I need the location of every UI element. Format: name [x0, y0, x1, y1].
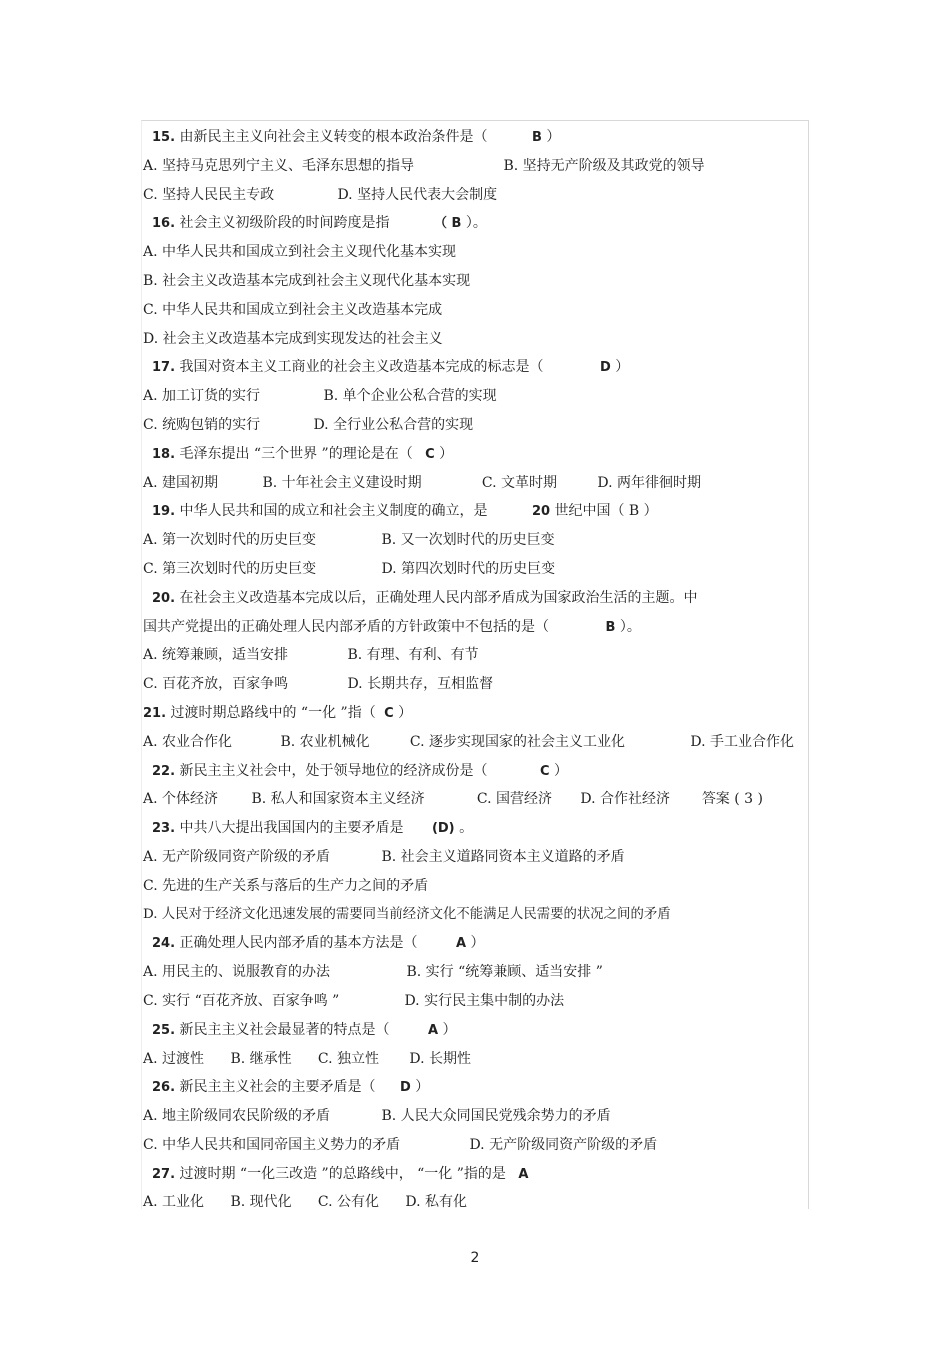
question-number: 16. — [152, 216, 176, 232]
option-b: B. 单个企业公私合营的实现 — [323, 388, 497, 405]
question-24 — [143, 929, 803, 958]
option-row — [143, 1188, 803, 1217]
question-number: 18. — [152, 446, 176, 462]
option-row — [143, 958, 803, 987]
option-c: C. 百花齐放，百家争鸣 — [143, 676, 289, 693]
question-number: 19. — [152, 504, 176, 520]
option-a: A. 无产阶级同资产阶级的矛盾 — [143, 848, 331, 865]
answer: 20 — [531, 504, 551, 520]
option-d: D. 无产阶级同资产阶级的矛盾 — [469, 1136, 658, 1153]
option-d: D. 两年徘徊时期 — [597, 474, 701, 491]
option-row — [143, 641, 803, 670]
answer: C — [425, 446, 435, 462]
option-row — [143, 555, 803, 584]
answer: A — [518, 1166, 529, 1182]
option-d: D. 人民对于经济文化迅速发展的需要同当前经济文化不能满足人民需要的状况之间的矛盾 — [143, 906, 671, 922]
option-row — [143, 728, 803, 757]
question-text: 我国对资本主义工商业的社会主义改造基本完成的标志是（ — [179, 359, 544, 376]
option-a: A. 建国初期 — [143, 474, 219, 491]
option-row — [143, 382, 803, 411]
option-row — [143, 1045, 803, 1074]
option-d: D. 合作社经济 — [580, 791, 670, 808]
question-20-continued — [143, 613, 803, 642]
option-b: B. 现代化 — [230, 1194, 292, 1211]
option-b: B. 私人和国家资本主义经济 — [251, 791, 425, 808]
question-tail: 。 — [459, 820, 474, 837]
question-text: 中华人民共和国的成立和社会主义制度的确立，是 — [179, 503, 488, 520]
answer: A — [427, 1022, 438, 1038]
option-row — [143, 411, 803, 440]
question-text: 正确处理人民内部矛盾的基本方法是（ — [179, 935, 418, 952]
option-b: B. 人民大众同国民党残余势力的矛盾 — [381, 1108, 611, 1125]
question-tail: ） — [398, 704, 413, 721]
option-b: B. 农业机械化 — [280, 733, 370, 750]
option-row — [143, 843, 803, 872]
question-23 — [143, 814, 803, 843]
question-tail: 世纪中国（ B ） — [554, 503, 658, 520]
question-22 — [143, 757, 803, 786]
answer-note: 答案 ( 3 ) — [701, 791, 763, 808]
option-row — [143, 152, 803, 181]
option-b: B. 社会主义道路同资本主义道路的矛盾 — [381, 848, 625, 865]
question-number: 21. — [143, 705, 167, 721]
option-b: B. 实行 “统筹兼顾、适当安排 ” — [406, 964, 603, 981]
answer: C — [384, 705, 394, 721]
option-d: D. 私有化 — [405, 1194, 467, 1211]
option-a: A. 工业化 — [143, 1194, 205, 1211]
option-a: A. 用民主的、说服教育的办法 — [143, 964, 331, 981]
answer: A — [455, 936, 466, 952]
option-row — [143, 181, 803, 210]
option-a: A. 第一次划时代的历史巨变 — [143, 532, 317, 549]
question-tail: ） — [439, 445, 454, 462]
option-b: B. 社会主义改造基本完成到社会主义现代化基本实现 — [143, 272, 471, 289]
question-number: 15. — [152, 130, 176, 145]
option-a: A. 农业合作化 — [143, 733, 233, 750]
answer: D — [599, 360, 611, 376]
option-row — [143, 1131, 803, 1160]
question-tail: ）。 — [465, 215, 487, 232]
option-row — [143, 526, 803, 555]
question-text: 在社会主义改造基本完成以后，正确处理人民内部矛盾成为国家政治生活的主题。中 — [179, 589, 698, 606]
question-25 — [143, 1016, 803, 1045]
question-tail: ） — [615, 359, 630, 376]
question-number: 17. — [152, 360, 176, 376]
option-b: B. 又一次划时代的历史巨变 — [381, 532, 555, 549]
option-c: C. 文革时期 — [481, 474, 558, 491]
question-21 — [143, 699, 803, 728]
option-d: D. 全行业公私合营的实现 — [313, 416, 474, 433]
question-number: 24. — [152, 936, 176, 952]
option-c: C. 国营经济 — [476, 791, 553, 808]
option-d: D. 社会主义改造基本完成到实现发达的社会主义 — [143, 330, 443, 347]
option-d: D. 长期性 — [409, 1050, 471, 1067]
option-a: A. 加工订货的实行 — [143, 388, 261, 405]
question-text: 新民主主义社会最显著的特点是（ — [179, 1021, 390, 1038]
option-d: D. 坚持人民代表大会制度 — [337, 186, 498, 203]
option-a: A. 统筹兼顾，适当安排 — [143, 647, 289, 664]
question-27 — [143, 1160, 803, 1189]
option-c: C. 公有化 — [317, 1194, 380, 1211]
question-text: 国共产党提出的正确处理人民内部矛盾的方针政策中不包括的是（ — [143, 618, 549, 635]
question-18 — [143, 440, 803, 469]
option-a: A. 坚持马克思列宁主义、毛泽东思想的指导 — [143, 157, 415, 174]
question-tail: ） — [442, 1021, 457, 1038]
option-row — [143, 785, 803, 814]
option-c: C. 先进的生产关系与落后的生产力之间的矛盾 — [143, 877, 429, 894]
option-d: D. 长期共存，互相监督 — [347, 676, 494, 693]
option-row — [143, 670, 803, 699]
question-tail: ） — [546, 129, 561, 145]
question-number: 26. — [152, 1080, 176, 1096]
option-b: B. 有理、有利、有节 — [347, 647, 479, 664]
answer: （ B — [433, 216, 462, 232]
answer: B — [531, 130, 542, 145]
answer: D — [399, 1080, 411, 1096]
question-number: 25. — [152, 1022, 176, 1038]
answer: (D) — [431, 821, 455, 837]
question-number: 22. — [152, 763, 176, 779]
option-d: D. 手工业合作化 — [690, 733, 794, 750]
question-tail: ）。 — [619, 618, 641, 635]
question-17 — [143, 353, 803, 382]
option-row — [143, 469, 803, 498]
question-26 — [143, 1073, 803, 1102]
question-text: 过渡时期总路线中的 “一化 ”指（ — [170, 704, 376, 721]
page-number: 2 — [470, 1250, 480, 1266]
question-number: 23. — [152, 821, 176, 837]
question-number: 27. — [152, 1166, 176, 1182]
question-text: 新民主主义社会中，处于领导地位的经济成份是（ — [179, 762, 488, 779]
option-c: C. 第三次划时代的历史巨变 — [143, 560, 317, 577]
question-20 — [143, 584, 803, 613]
question-text: 毛泽东提出 “三个世界 ”的理论是在（ — [179, 445, 413, 462]
option-c: C. 独立性 — [317, 1050, 380, 1067]
question-list — [143, 123, 803, 1217]
question-tail: ） — [553, 762, 568, 779]
option-a: A. 地主阶级同农民阶级的矛盾 — [143, 1108, 331, 1125]
question-text: 由新民主主义向社会主义转变的根本政治条件是（ — [179, 129, 488, 145]
option-c: C. 统购包销的实行 — [143, 416, 261, 433]
question-text: 过渡时期 “一化三改造 ”的总路线中， “一化 ”指的是 — [179, 1165, 506, 1182]
option-b: B. 十年社会主义建设时期 — [262, 474, 422, 491]
option-a: A. 过渡性 — [143, 1050, 205, 1067]
question-text: 中共八大提出我国国内的主要矛盾是 — [179, 820, 404, 837]
question-tail: ） — [415, 1079, 430, 1096]
question-16 — [143, 209, 803, 238]
answer: C — [539, 763, 550, 779]
option-b: B. 坚持无产阶级及其政党的领导 — [503, 157, 705, 174]
option-d: D. 第四次划时代的历史巨变 — [381, 560, 556, 577]
option-a: A. 个体经济 — [143, 791, 219, 808]
question-number: 20. — [152, 590, 176, 606]
option-c: C. 实行 “百花齐放、百家争鸣 ” — [143, 992, 340, 1009]
question-text: 社会主义初级阶段的时间跨度是指 — [179, 215, 390, 232]
answer: B — [605, 619, 616, 635]
question-19 — [143, 497, 803, 526]
question-text: 新民主主义社会的主要矛盾是（ — [179, 1079, 376, 1096]
option-b: B. 继承性 — [230, 1050, 292, 1067]
option-a: A. 中华人民共和国成立到社会主义现代化基本实现 — [143, 244, 457, 261]
option-row — [143, 1102, 803, 1131]
option-d: D. 实行民主集中制的办法 — [404, 992, 565, 1009]
option-c: C. 坚持人民民主专政 — [143, 186, 275, 203]
option-row — [143, 987, 803, 1016]
option-c: C. 中华人民共和国成立到社会主义改造基本完成 — [143, 301, 443, 318]
question-15 — [143, 123, 803, 152]
option-c: C. 逐步实现国家的社会主义工业化 — [409, 733, 626, 750]
option-c: C. 中华人民共和国同帝国主义势力的矛盾 — [143, 1136, 401, 1153]
question-tail: ） — [470, 935, 485, 952]
